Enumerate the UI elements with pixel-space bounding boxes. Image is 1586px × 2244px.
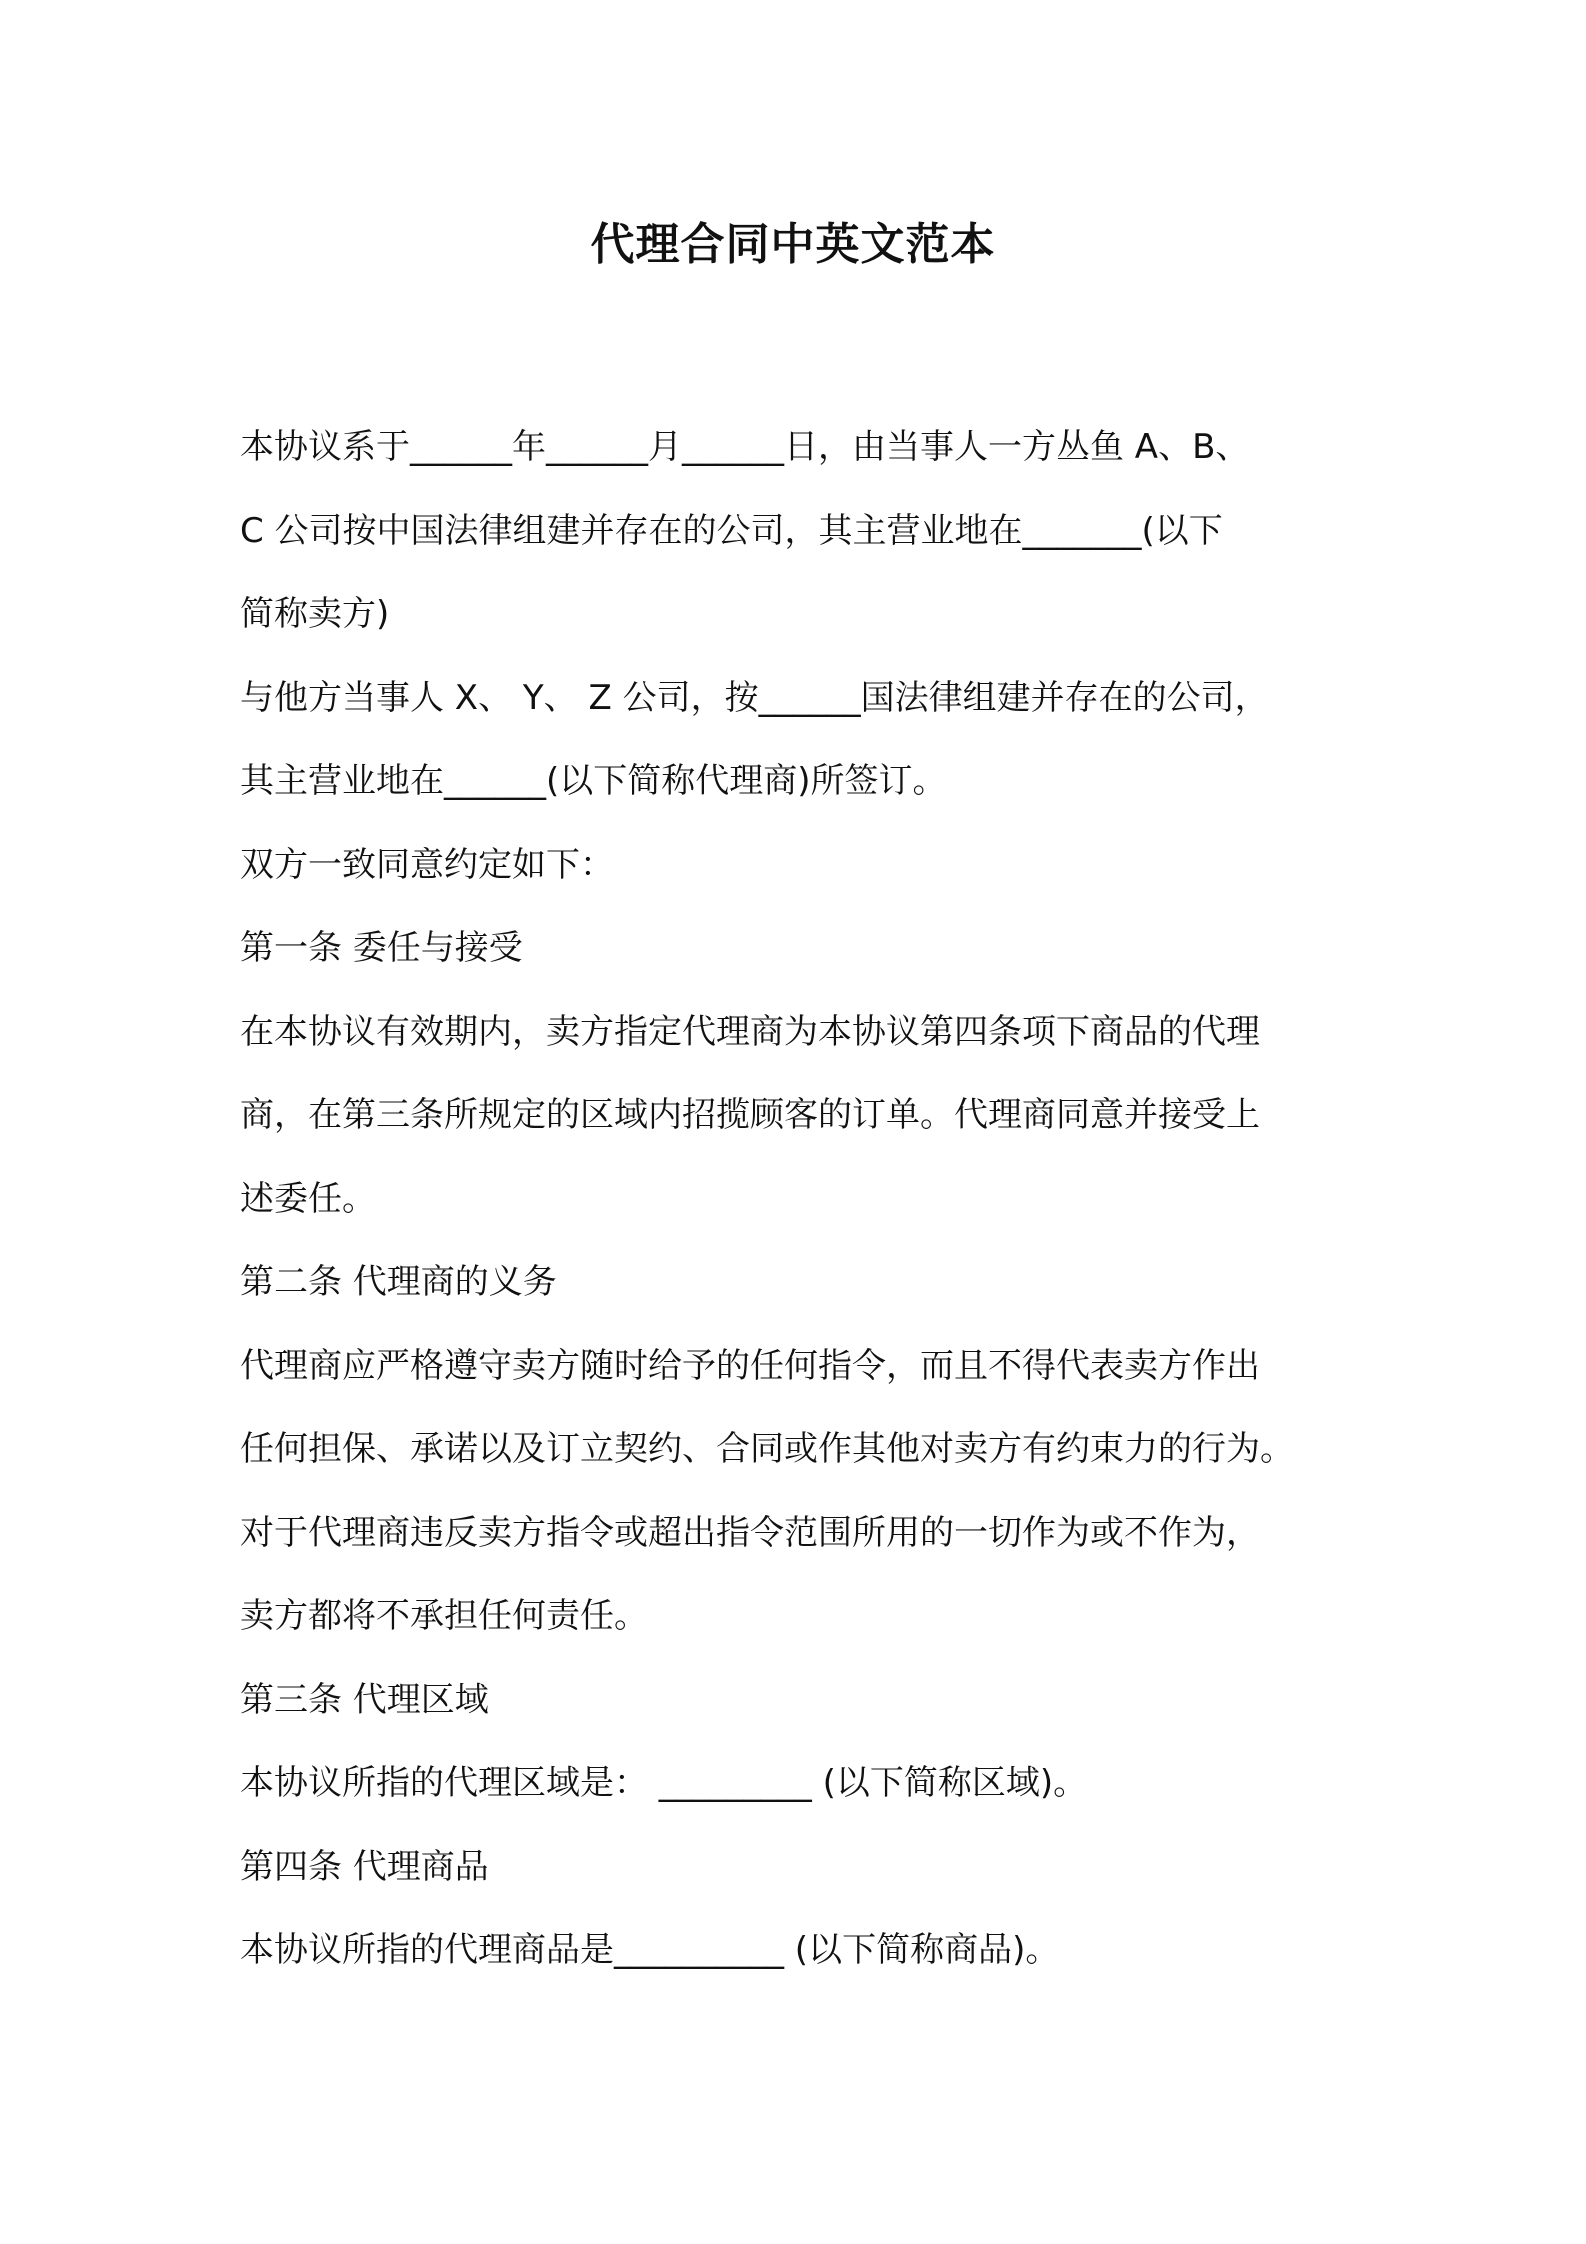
paragraph-line: 述委任。	[240, 1178, 376, 1219]
document-body	[240, 406, 1390, 1993]
article-heading: 第一条 委任与接受	[240, 928, 523, 968]
paragraph-line: 代理商应严格遵守卖方随时给予的任何指令，而且不得代表卖方作出	[240, 1345, 1260, 1386]
article-heading: 第四条 代理商品	[240, 1846, 489, 1887]
paragraph-line: 本协议系于______年______月______日，由当事人一方丛鱼 A、B、	[240, 427, 1250, 467]
paragraph-line: 对于代理商违反卖方指令或超出指令范围所用的一切作为或不作为，	[240, 1512, 1260, 1553]
paragraph-line: 在本协议有效期内，卖方指定代理商为本协议第四条项下商品的代理	[240, 1011, 1260, 1052]
paragraph-line: 双方一致同意约定如下：	[240, 844, 614, 885]
paragraph-line: 卖方都将不承担任何责任。	[240, 1596, 648, 1636]
document-title: 代理合同中英文范本	[590, 219, 996, 270]
article-heading: 第三条 代理区域	[240, 1679, 489, 1720]
paragraph-line: 与他方当事人 X、 Y、 Z 公司，按______国法律组建并存在的公司，	[240, 677, 1269, 718]
paragraph-line: 其主营业地在______(以下简称代理商)所签订。	[240, 761, 947, 801]
paragraph-line: C 公司按中国法律组建并存在的公司，其主营业地在_______(以下	[240, 510, 1223, 551]
paragraph-line: 简称卖方)	[240, 594, 390, 634]
paragraph-line: 任何担保、承诺以及订立契约、合同或作其他对卖方有约束力的行为。	[240, 1429, 1294, 1469]
paragraph-line: 本协议所指的代理区域是： _________ (以下简称区域)。	[240, 1763, 1088, 1803]
paragraph-line: 本协议所指的代理商品是__________ (以下简称商品)。	[240, 1930, 1060, 1970]
article-heading: 第二条 代理商的义务	[240, 1262, 557, 1302]
paragraph-line: 商，在第三条所规定的区域内招揽顾客的订单。代理商同意并接受上	[240, 1095, 1260, 1135]
